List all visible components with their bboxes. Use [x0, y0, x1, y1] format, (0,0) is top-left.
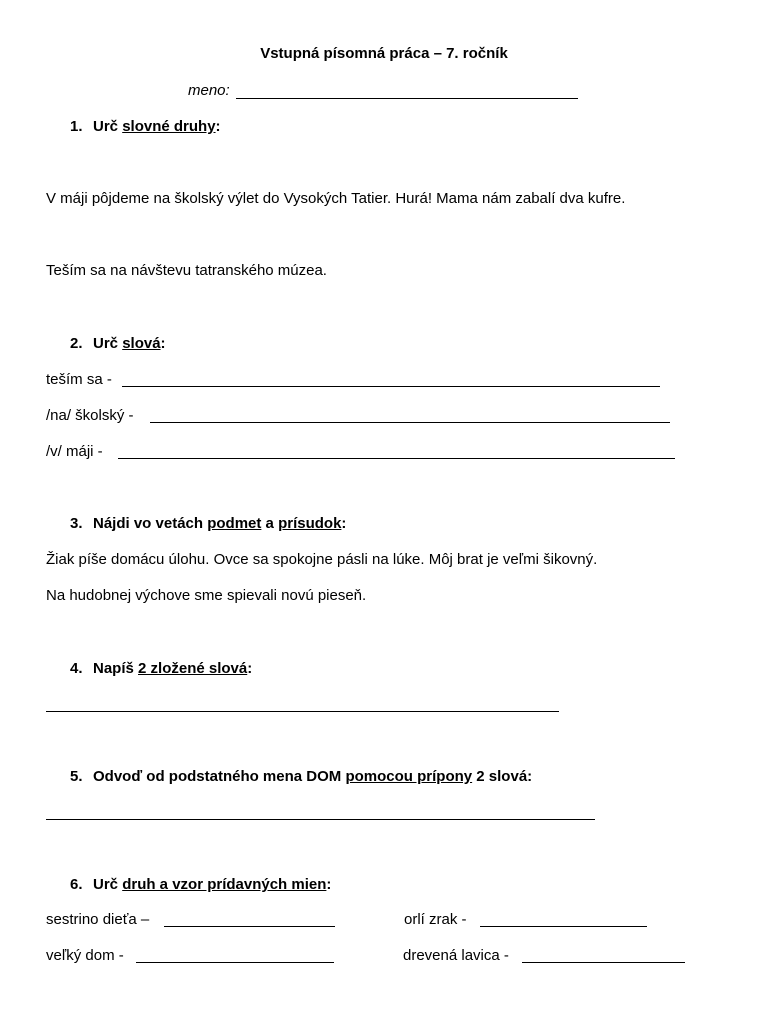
question-6-keyword: druh a vzor prídavných mien: [122, 876, 327, 893]
question-1-sentence-1: V máji pôjdeme na školský výlet do Vysokých Tatier. Hurá! Mama nám zabalí dva kufre.: [46, 190, 626, 207]
question-3-keyword-predicate: prísudok: [278, 515, 342, 532]
question-2-suffix: :: [160, 335, 166, 352]
question-6-left-answer-line-2[interactable]: [136, 962, 334, 963]
question-6-left-item-2: veľký dom -: [46, 947, 124, 964]
question-3-suffix: :: [341, 515, 347, 532]
name-label: meno:: [188, 82, 230, 99]
question-6-prefix: Urč: [93, 876, 123, 893]
question-4-keyword: 2 zložené slová: [138, 660, 248, 677]
question-5-prefix: Odvoď od podstatného mena DOM: [93, 768, 346, 785]
question-3-number: 3.: [70, 515, 83, 532]
question-2-answer-line-3[interactable]: [118, 458, 675, 459]
question-5-number: 5.: [70, 768, 83, 785]
question-2-item-2: /na/ školský -: [46, 407, 134, 424]
question-1-heading: [70, 118, 221, 136]
question-5-answer-line[interactable]: [46, 819, 595, 820]
question-1-suffix: :: [215, 118, 221, 135]
question-6-suffix: :: [326, 876, 332, 893]
question-4-number: 4.: [70, 660, 83, 677]
question-6-right-item-1: orlí zrak -: [404, 911, 467, 928]
question-6-heading: [70, 876, 331, 894]
question-2-prefix: Urč: [93, 335, 123, 352]
page-title: Vstupná písomná práca – 7. ročník: [260, 45, 508, 62]
question-3-middle: a: [261, 515, 279, 532]
question-4-suffix: :: [247, 660, 253, 677]
question-2-answer-line-1[interactable]: [122, 386, 660, 387]
question-2-item-3: /v/ máji -: [46, 443, 103, 460]
question-1-prefix: Urč: [93, 118, 123, 135]
question-3-keyword-subject: podmet: [207, 515, 262, 532]
question-5-heading: [70, 768, 532, 786]
question-3-prefix: Nájdi vo vetách: [93, 515, 208, 532]
question-3-line-2: Na hudobnej výchove sme spievali novú pieseň.: [46, 587, 367, 604]
question-1-keyword: slovné druhy: [122, 118, 216, 135]
question-6-left-answer-line-1[interactable]: [164, 926, 335, 927]
question-6-number: 6.: [70, 876, 83, 893]
name-input-line[interactable]: [236, 98, 578, 99]
question-2-number: 2.: [70, 335, 83, 352]
question-3-line-1: Žiak píše domácu úlohu. Ovce sa spokojne pásli na lúke. Môj brat je veľmi šikovný.: [46, 551, 598, 568]
question-3-heading: [70, 515, 346, 533]
question-2-answer-line-2[interactable]: [150, 422, 670, 423]
question-2-keyword: slová: [122, 335, 161, 352]
question-5-keyword: pomocou prípony: [345, 768, 473, 785]
question-6-left-item-1: sestrino dieťa –: [46, 911, 150, 928]
question-5-suffix: 2 slová:: [472, 768, 533, 785]
question-4-prefix: Napíš: [93, 660, 139, 677]
question-4-answer-line[interactable]: [46, 711, 559, 712]
question-6-right-answer-line-1[interactable]: [480, 926, 647, 927]
question-6-right-item-2: drevená lavica -: [403, 947, 509, 964]
question-2-item-1: teším sa -: [46, 371, 112, 388]
question-1-sentence-2: Teším sa na návštevu tatranského múzea.: [46, 262, 327, 279]
name-row: [188, 82, 230, 100]
question-6-right-answer-line-2[interactable]: [522, 962, 685, 963]
question-1-number: 1.: [70, 118, 83, 135]
question-4-heading: [70, 660, 252, 678]
question-2-heading: [70, 335, 166, 353]
